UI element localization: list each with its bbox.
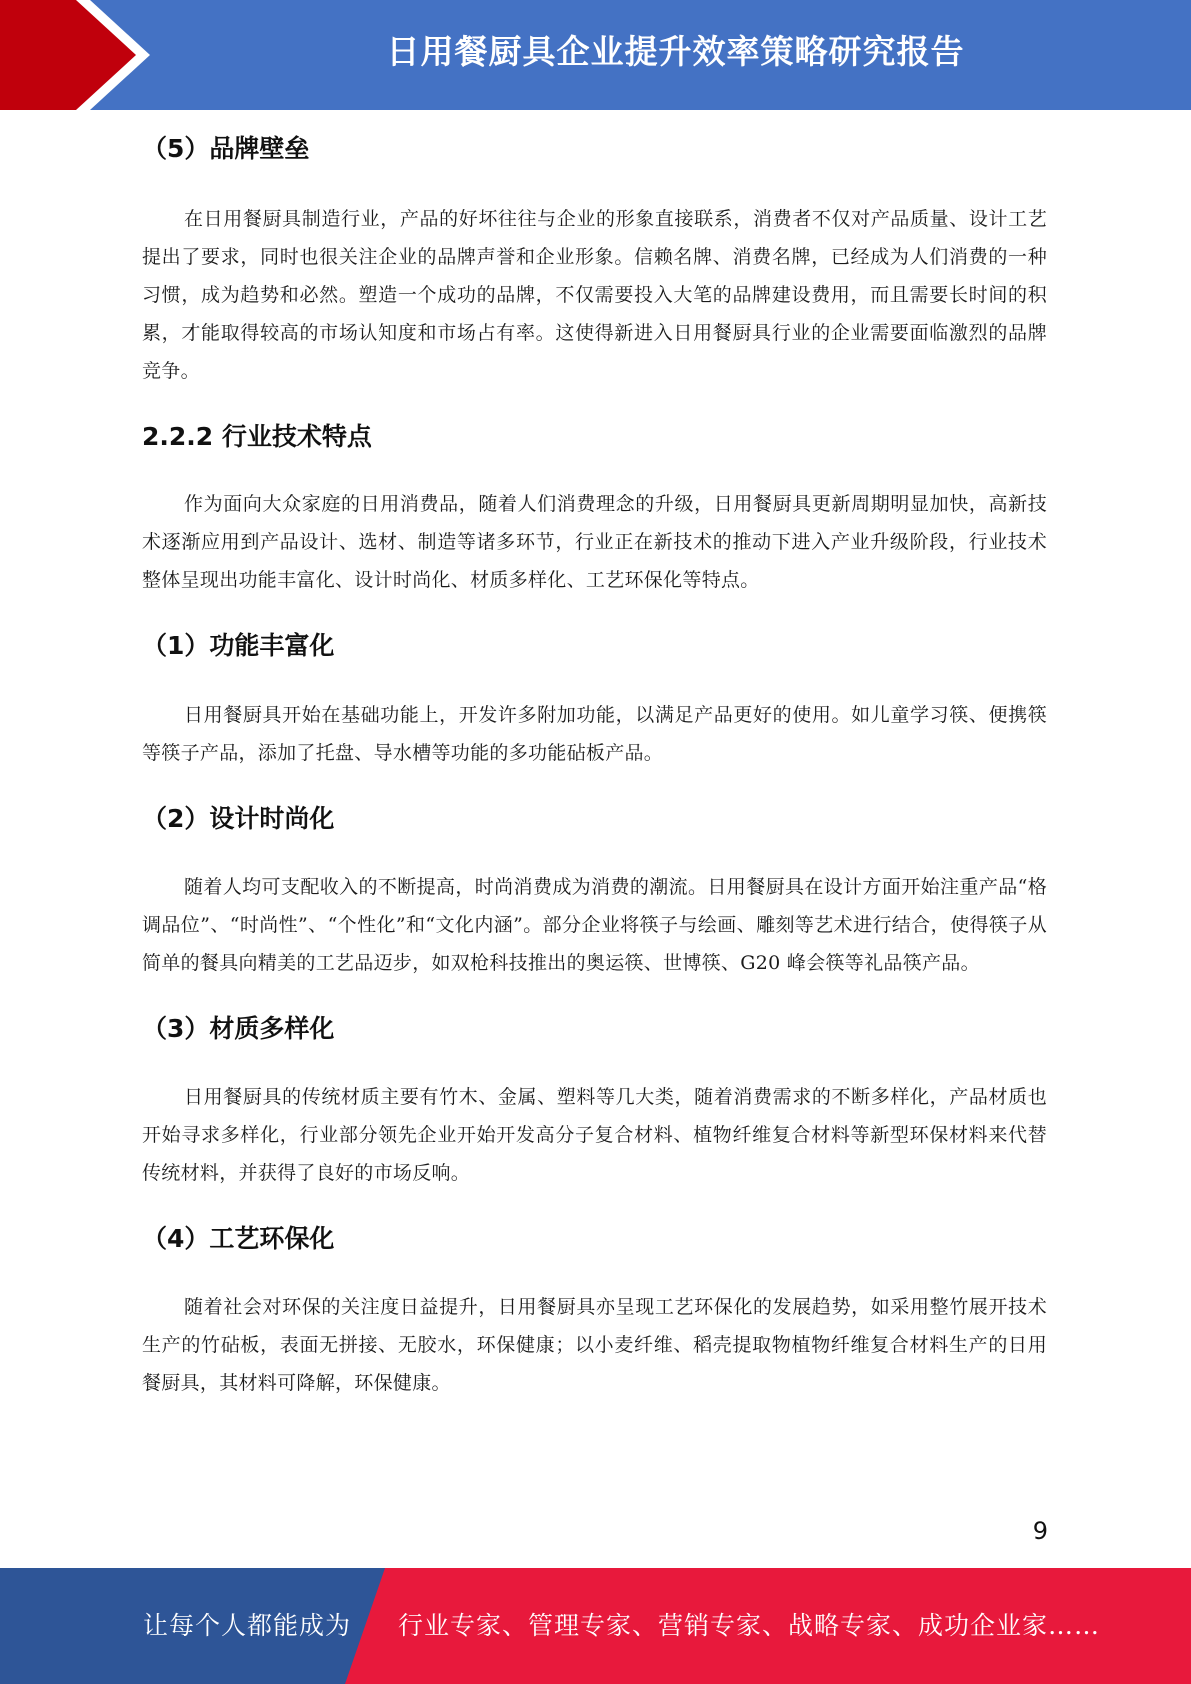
- footer-slogan-right: 行业专家、管理专家、营销专家、战略专家、成功企业家……: [398, 1611, 1101, 1640]
- paragraph-craft: 随着社会对环保的关注度日益提升，日用餐厨具亦呈现工艺环保化的发展趋势，如采用整竹展开技术生产的竹砧板，表面无拼接、无胶水，环保健康；以小麦纤维、稻壳提取物植物纤维复合材料生产的日用餐厨具，其材料可降解，环保健康。: [142, 1296, 1047, 1394]
- heading-craft: （4）工艺环保化: [142, 1224, 335, 1253]
- heading-material: （3）材质多样化: [142, 1014, 335, 1043]
- header-banner: [0, 0, 1191, 110]
- paragraph-industry-tech: 作为面向大众家庭的日用消费品，随着人们消费理念的升级，日用餐厨具更新周期明显加快，高新技术逐渐应用到产品设计、选材、制造等诸多环节，行业正在新技术的推动下进入产业升级阶段，行业技术整体呈现出功能丰富化、设计时尚化、材质多样化、工艺环保化等特点。: [142, 493, 1047, 591]
- document-body: [142, 110, 1047, 1402]
- footer-slogan-left: 让每个人都能成为: [143, 1611, 352, 1640]
- paragraph-brand-barrier: 在日用餐厨具制造行业，产品的好坏往往与企业的形象直接联系，消费者不仅对产品质量、设计工艺提出了要求，同时也很关注企业的品牌声誉和企业形象。信赖名牌、消费名牌，已经成为人们消费的一种习惯，成为趋势和必然。塑造一个成功的品牌，不仅需要投入大笔的品牌建设费用，而且需要长时间的积累，才能取得较高的市场认知度和市场占有率。这使得新进入日用餐厨具行业的企业需要面临激烈的品牌竞争。: [142, 208, 1047, 382]
- paragraph-function: 日用餐厨具开始在基础功能上，开发许多附加功能，以满足产品更好的使用。如儿童学习筷、便携筷等筷子产品，添加了托盘、导水槽等功能的多功能砧板产品。: [142, 704, 1047, 764]
- page-number: 9: [1032, 1517, 1048, 1545]
- heading-industry-tech: 2.2.2 行业技术特点: [142, 422, 372, 451]
- report-title: 日用餐厨具企业提升效率策略研究报告: [386, 32, 965, 71]
- paragraph-material: 日用餐厨具的传统材质主要有竹木、金属、塑料等几大类，随着消费需求的不断多样化，产品材质也开始寻求多样化，行业部分领先企业开始开发高分子复合材料、植物纤维复合材料等新型环保材料来代替传统材料，并获得了良好的市场反响。: [142, 1086, 1047, 1184]
- footer-banner: [0, 1568, 1191, 1684]
- paragraph-design: 随着人均可支配收入的不断提高，时尚消费成为消费的潮流。日用餐厨具在设计方面开始注重产品“格调品位”、“时尚性”、“个性化”和“文化内涵”。部分企业将筷子与绘画、雕刻等艺术进行结合，使得筷子从简单的餐具向精美的工艺品迈步，如双枪科技推出的奥运筷、世博筷、G20 峰会筷等礼品筷产品。: [142, 876, 1047, 974]
- heading-design: （2）设计时尚化: [142, 804, 335, 833]
- heading-function: （1）功能丰富化: [142, 631, 335, 660]
- heading-brand-barrier: （5）品牌壁垒: [142, 134, 310, 163]
